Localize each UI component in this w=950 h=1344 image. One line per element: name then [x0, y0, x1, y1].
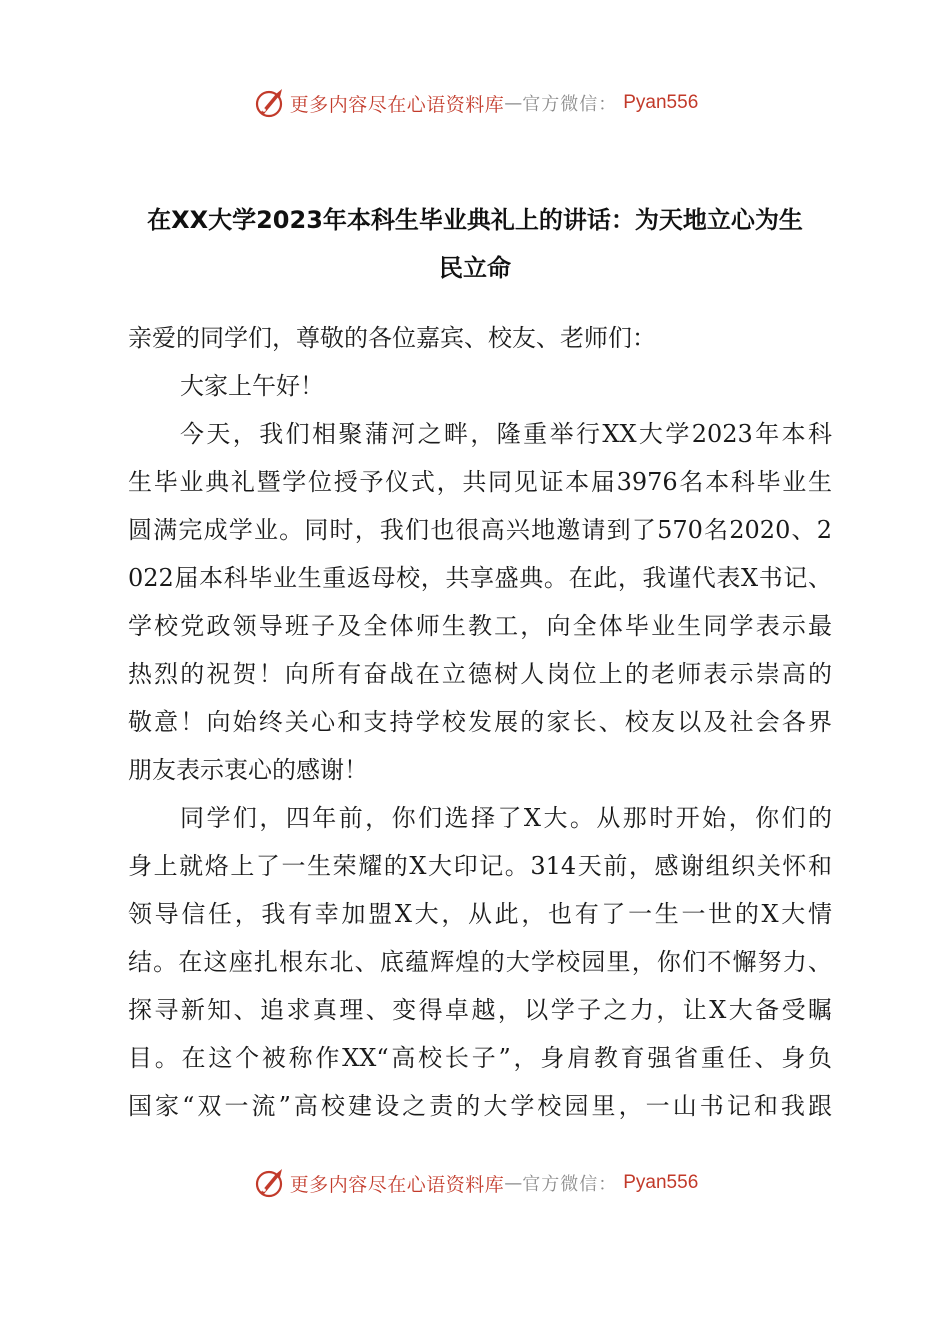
document-title-line-2: 民立命 — [439, 254, 511, 282]
body-line: 022届本科毕业生重返母校，共享盛典。在此，我谨代表X书记、 — [128, 564, 832, 592]
salutation-line: 亲爱的同学们，尊敬的各位嘉宾、校友、老师们： — [128, 324, 656, 352]
body-line: 领导信任，我有幸加盟X大，从此，也有了一生一世的X大情 — [128, 900, 832, 928]
body-line: 生毕业典礼暨学位授予仪式，共同见证本届3976名本科毕业生 — [128, 468, 832, 496]
watermark-main-text: 更多内容尽在心语资料库 — [289, 93, 505, 116]
footer-watermark — [0, 1163, 950, 1203]
body-line: 目。在这个被称作XX“高校长子”，身肩教育强省重任、身负 — [128, 1044, 832, 1072]
quill-pen-circle-icon — [252, 86, 286, 120]
watermark-main-text: 更多内容尽在心语资料库 — [289, 1173, 505, 1196]
body-line: 身上就烙上了一生荣耀的X大印记。314天前，感谢组织关怀和 — [128, 852, 832, 880]
watermark-wechat-id: Pyan556 — [623, 92, 699, 113]
body-line: 朋友表示衷心的感谢！ — [128, 756, 368, 784]
watermark-dash: — — [504, 92, 523, 114]
body-line: 今天，我们相聚蒲河之畔，隆重举行XX大学2023年本科 — [180, 420, 832, 448]
body-line: 热烈的祝贺！向所有奋战在立德树人岗位上的老师表示崇高的 — [128, 660, 832, 688]
body-line: 结。在这座扎根东北、底蕴辉煌的大学校园里，你们不懈努力、 — [128, 948, 832, 976]
header-watermark — [0, 83, 950, 123]
document-title-line-1: 在XX大学2023年本科生毕业典礼上的讲话：为天地立心为生 — [147, 206, 803, 234]
quill-pen-circle-icon — [252, 1166, 286, 1200]
watermark-dash: — — [504, 1172, 523, 1194]
greeting-line: 大家上午好！ — [180, 372, 324, 400]
body-line: 学校党政领导班子及全体师生教工，向全体毕业生同学表示最 — [128, 612, 832, 640]
body-line: 同学们，四年前，你们选择了X大。从那时开始，你们的 — [180, 804, 832, 832]
body-line: 敬意！向始终关心和支持学校发展的家长、校友以及社会各界 — [128, 708, 832, 736]
body-line: 国家“双一流”高校建设之责的大学校园里，一山书记和我跟 — [128, 1092, 832, 1120]
watermark-label: 官方微信： — [522, 1174, 618, 1195]
watermark-label: 官方微信： — [522, 94, 618, 115]
watermark-wechat-id: Pyan556 — [623, 1172, 699, 1193]
body-line: 圆满完成学业。同时，我们也很高兴地邀请到了570名2020、2 — [128, 516, 832, 544]
body-line: 探寻新知、追求真理、变得卓越，以学子之力，让X大备受瞩 — [128, 996, 832, 1024]
